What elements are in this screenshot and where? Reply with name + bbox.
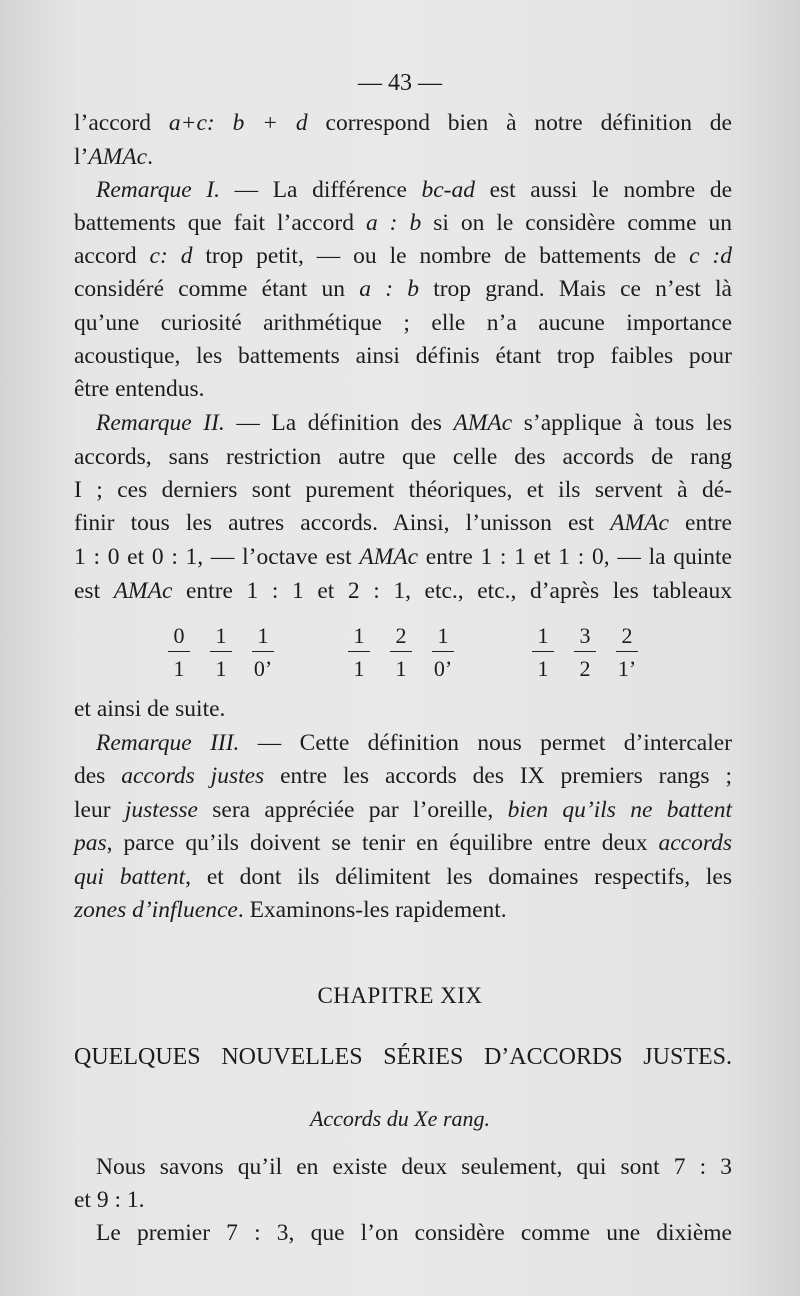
text-run: accord (74, 243, 150, 269)
text-line (74, 793, 732, 827)
text-line (74, 893, 732, 927)
fraction-tables (160, 624, 660, 684)
remark-heading: Remarque I. (96, 177, 221, 203)
denominator: 2 (579, 656, 591, 681)
text-run: entre (668, 510, 732, 536)
text-run: l’ (74, 144, 89, 170)
emphasis-run: zones d’influence (74, 897, 238, 923)
numerator: 2 (616, 624, 638, 652)
text-run: entre 1 : 1 et 2 : 1, etc., etc., d’après les tableaux (172, 578, 733, 604)
emphasis-run: qui battent (74, 864, 186, 890)
text-line (74, 106, 732, 140)
text-run: considéré comme étant un (74, 276, 360, 302)
text-run: des (74, 763, 122, 789)
fraction-table (160, 624, 282, 681)
text-line (74, 206, 732, 240)
text-line (74, 272, 732, 306)
text-run: . (147, 144, 153, 170)
text-line: être entendus. (74, 376, 205, 402)
numerator: 1 (348, 624, 370, 652)
math-run: a : b (365, 210, 422, 236)
page-number: — 43 — (358, 70, 442, 96)
math-run: AMAc (88, 144, 148, 170)
emphasis-run: accords (658, 830, 732, 856)
text-line (96, 173, 732, 207)
emphasis-run: bien qu’ils ne battent (507, 797, 732, 823)
fraction (202, 624, 240, 681)
text-line: qu’une curiosité arithmétique ; elle n’a aucune importance (74, 310, 732, 336)
numerator: 3 (574, 624, 596, 652)
text-line: et 9 : 1. (74, 1187, 145, 1213)
text-run: 1 : 0 et 0 : 1, — l’octave est (74, 544, 360, 570)
numerator: 1 (252, 624, 274, 652)
text-line (74, 506, 732, 540)
text-run: sera appréciée par l’oreille, (197, 797, 508, 823)
text-line (74, 759, 732, 793)
text-run: , parce qu’ils doivent se tenir en équilibre entre deux (106, 830, 659, 856)
text-run: — La définition des (224, 410, 454, 436)
text-line: acoustique, les battements ainsi définis étant trop faibles pour (74, 343, 732, 369)
text-line (74, 540, 732, 574)
chapter-title: CHAPITRE XIX (317, 983, 483, 1008)
denominator: 1 (537, 656, 549, 681)
math-run: c :d (689, 243, 733, 269)
math-run: a+c: b + d (168, 110, 308, 136)
text-line: Le premier 7 : 3, que l’on considère comme une dixième (96, 1220, 732, 1246)
numerator: 2 (390, 624, 412, 652)
numerator: 1 (432, 624, 454, 652)
text-line (74, 860, 732, 894)
text-run: battements que fait l’accord (74, 210, 366, 236)
text-run: trop grand. Mais ce n’est là (418, 276, 732, 302)
denominator: 1 (215, 656, 227, 681)
remark-heading: Remarque III. (96, 730, 240, 756)
text-line: I ; ces derniers sont purement théoriques, et ils servent à dé- (74, 477, 732, 503)
math-run: c: d (149, 243, 193, 269)
text-run: entre 1 : 1 et 1 : 0, — la quinte (418, 544, 732, 570)
text-line: Nous savons qu’il en existe deux seulement, qui sont 7 : 3 (96, 1154, 732, 1180)
text-run: , et dont ils délimitent les domaines respectifs, les (185, 864, 733, 890)
math-run: AMAc (610, 510, 669, 536)
text-run: si on le considère comme un (421, 210, 732, 236)
denominator: 0’ (433, 656, 453, 681)
fraction (566, 624, 604, 681)
emphasis-run: justesse (124, 797, 198, 823)
text-line (74, 140, 732, 174)
text-run: est (74, 578, 114, 604)
math-run: AMAc (453, 410, 513, 436)
chapter-subtitle: QUELQUES NOUVELLES SÉRIES D’ACCORDS JUSTES. (74, 1044, 732, 1070)
text-line: accords, sans restriction autre que celle des accords de rang (74, 444, 732, 470)
fraction (340, 624, 378, 681)
text-line (96, 726, 732, 760)
emphasis-run: accords justes (121, 763, 265, 789)
text-line (74, 826, 732, 860)
denominator: 1 (173, 656, 185, 681)
section-title: Accords du Xe rang. (309, 1106, 491, 1131)
text-run: correspond bien à notre définition de (307, 110, 732, 136)
text-line (74, 574, 732, 608)
fraction-table (524, 624, 646, 681)
math-run: bc-ad (421, 177, 475, 203)
text-run: trop petit, — ou le nombre de battements de (192, 243, 690, 269)
denominator: 1 (395, 656, 407, 681)
numerator: 1 (210, 624, 232, 652)
emphasis-run: pas (74, 830, 107, 856)
math-run: AMAc (359, 544, 419, 570)
fraction (524, 624, 562, 681)
fraction-table (340, 624, 462, 681)
numerator: 1 (532, 624, 554, 652)
numerator: 0 (168, 624, 190, 652)
math-run: AMAc (113, 578, 173, 604)
text-line (96, 406, 732, 440)
denominator: 0’ (253, 656, 273, 681)
remark-heading: Remarque II. (96, 410, 225, 436)
denominator: 1’ (617, 656, 637, 681)
text-run: — Cette définition nous permet d’intercaler (239, 730, 732, 756)
text-run: est aussi le nombre de (475, 177, 732, 203)
fraction (608, 624, 646, 681)
text-run: entre les accords des IX premiers rangs ; (264, 763, 733, 789)
text-run: l’accord (74, 110, 169, 136)
denominator: 1 (353, 656, 365, 681)
text-run: s’applique à tous les (512, 410, 732, 436)
math-run: a : b (359, 276, 419, 302)
fraction (160, 624, 198, 681)
text-run: . Examinons-les rapidement. (237, 897, 507, 923)
fraction (382, 624, 420, 681)
text-run: finir tous les autres accords. Ainsi, l’unisson est (74, 510, 611, 536)
text-line (74, 239, 732, 273)
fraction (244, 624, 282, 681)
fraction (424, 624, 462, 681)
text-run: leur (74, 797, 125, 823)
text-line: et ainsi de suite. (74, 696, 226, 722)
text-run: — La différence (220, 177, 422, 203)
